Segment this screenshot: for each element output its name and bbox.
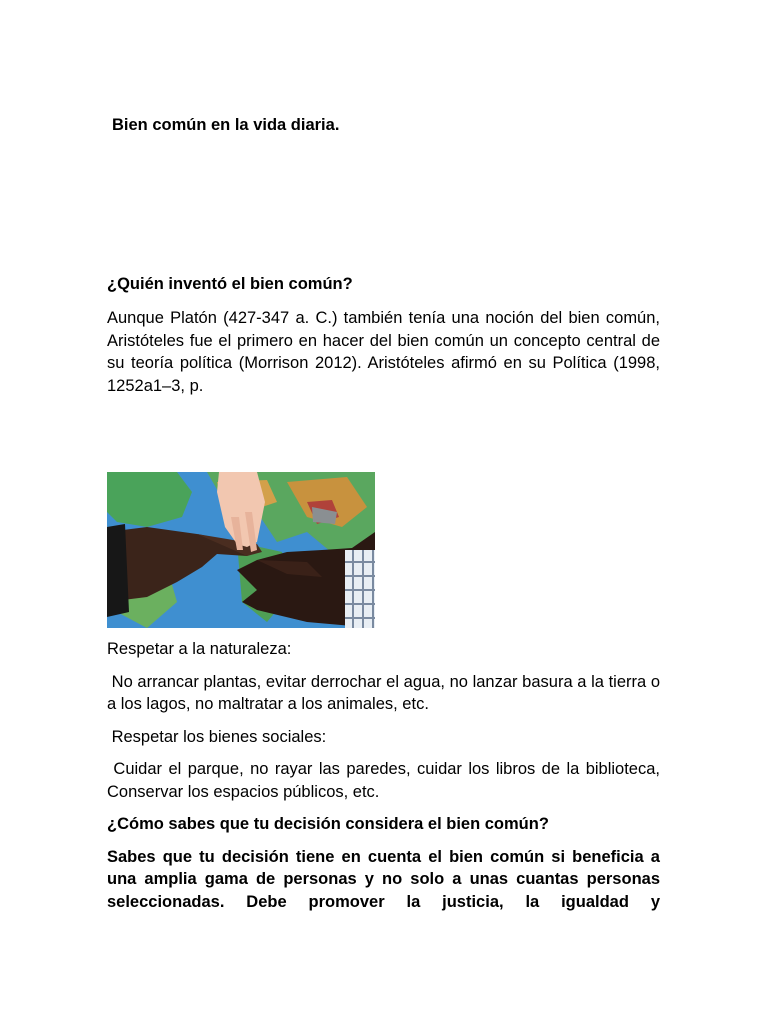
hands-on-world-map-photo [107,472,375,628]
heading-como-sabes: ¿Cómo sabes que tu decisión considera el bien común? [107,815,549,833]
paragraph-origin: Aunque Platón (427-347 a. C.) también tenía una noción del bien común, Aristóteles fue el primero en hacer del bien común un concepto central de su teoría política (Morrison 2012). Aristóteles afirmó en su Política (1998, 1252a1–3, p. [107,309,660,395]
heading-quien-invento: ¿Quién inventó el bien común? [107,275,353,293]
paragraph-answer: Sabes que tu decisión tiene en cuenta el bien común si beneficia a una amplia gama de personas y no solo a unas cuantas personas seleccionadas. Debe promover la justicia, la igualdad y [107,847,660,911]
text-respect-nature: No arrancar plantas, evitar derrochar el agua, no lanzar basura a la tierra o a los lagos, no maltratar a los animales, etc. [107,672,665,713]
origin-paragraph-block [107,307,660,397]
text-respect-social: Cuidar el parque, no rayar las paredes, cuidar los libros de la biblioteca, Conservar los espacios públicos, etc. [107,760,665,801]
label-respect-nature: Respetar a la naturaleza: [107,640,292,658]
section-heading-origin [107,273,660,296]
respect-section [107,638,665,923]
document-title: Bien común en la vida diaria. [112,116,340,134]
label-respect-social: Respetar los bienes sociales: [107,727,327,746]
